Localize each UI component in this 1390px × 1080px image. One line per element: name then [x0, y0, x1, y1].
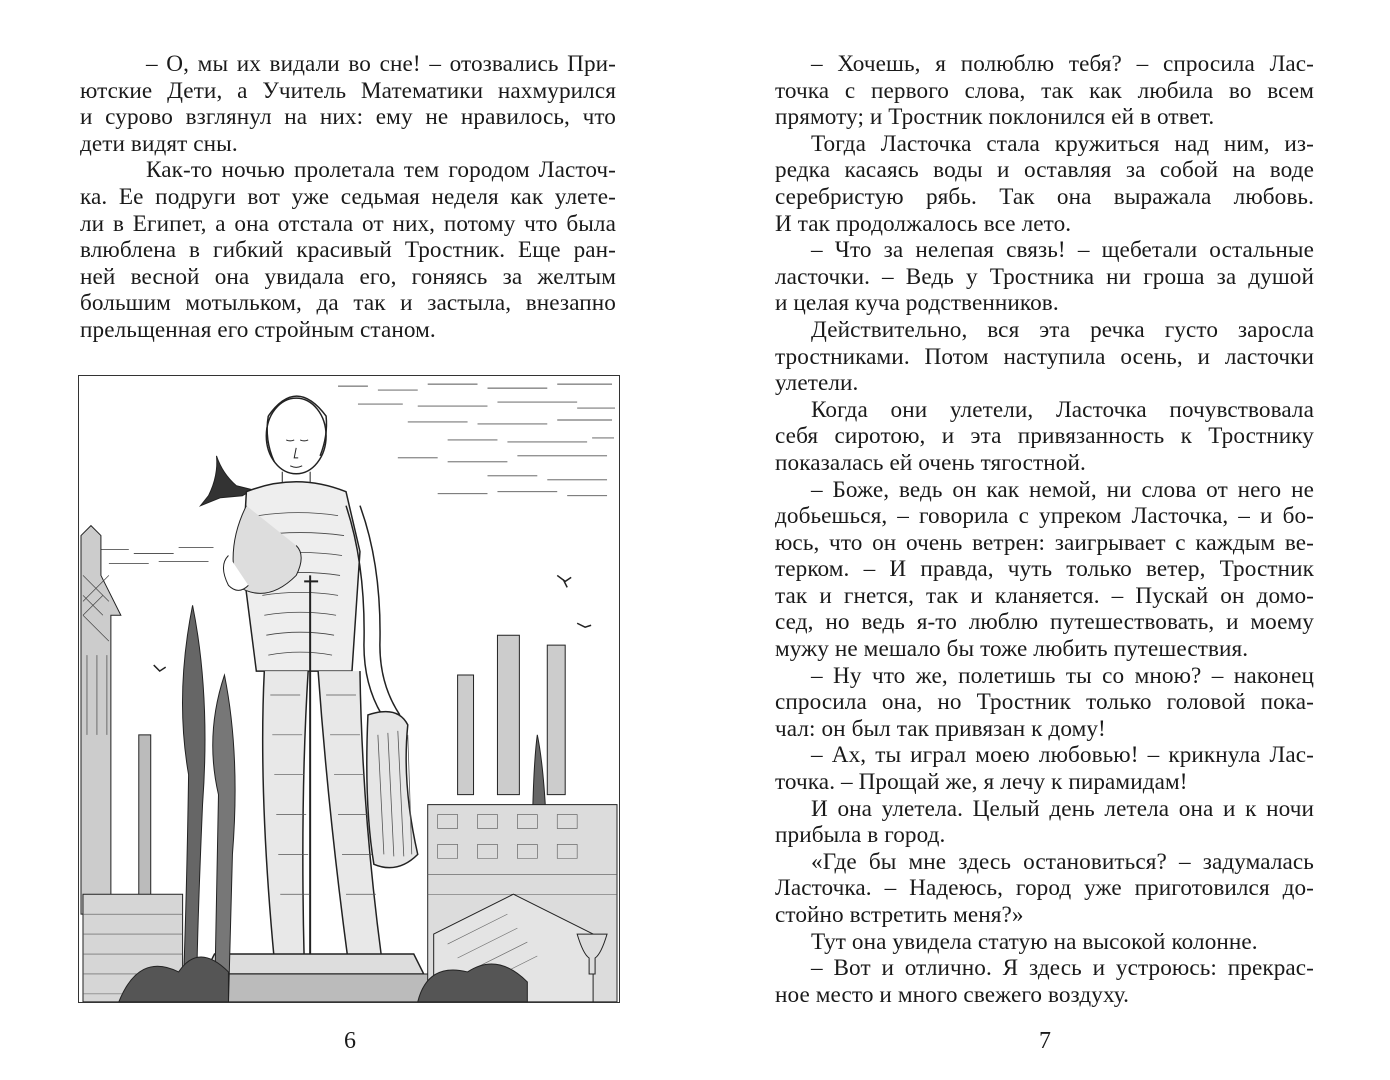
right-page-text [775, 51, 1314, 1008]
text-line: – Ах, ты играл моею любовью! – крикнула Лас- [811, 742, 1314, 769]
text-line: Как-то ночью пролетала тем городом Ласточ- [146, 157, 616, 184]
text-line: прибыла в город. [775, 822, 946, 849]
text-line: Тогда Ласточка стала кружиться над ним, из- [811, 130, 1314, 157]
text-line: сед, но ведь я-то люблю путешествовать, и моему [775, 609, 1314, 636]
text-line: стойно встретить меня?» [775, 902, 1024, 928]
text-line: ли в Египет, а она отстала от них, потому что была [80, 210, 616, 237]
text-line: редка касаясь воды и оставляя за собой на воде [775, 157, 1314, 184]
text-line: ласточки. – Ведь у Тростника ни гроша за душой [775, 263, 1314, 290]
text-line: терком. – И правда, чуть только ветер, Тростник [775, 556, 1314, 583]
text-line: спросила она, но Тростник только головой пока- [775, 689, 1314, 716]
text-line: точка с первого слова, так как любила во всем [775, 77, 1314, 104]
text-line: ней весной она увидала его, гоняясь за желтым [80, 263, 616, 290]
text-line: и сурово взглянул на них: ему не нравилось, что [80, 104, 616, 131]
text-line: так и гнется, так и кланяется. – Пускай он домо- [775, 582, 1314, 609]
illustration-statue [78, 375, 620, 1003]
text-line: Действительно, вся эта речка густо заросла [811, 316, 1314, 343]
text-line: ютские Дети, а Учитель Математики нахмурился [80, 77, 616, 104]
text-line: показалась ей очень тягостной. [775, 449, 1086, 476]
text-line: тростниками. Потом наступила осень, и ласточки [775, 343, 1314, 370]
text-line: улетели. [775, 370, 859, 397]
page-number: 6 [344, 1028, 356, 1054]
text-line: мужу не мешало бы тоже любить путешествия. [775, 636, 1249, 663]
text-line: – Хочешь, я полюблю тебя? – спросила Лас- [811, 51, 1314, 77]
text-line: Ласточка. – Надеюсь, город уже приготовился до- [775, 875, 1314, 902]
text-line: и целая куча родственников. [775, 290, 1059, 317]
text-line: себя сиротою, и эта привязанность к Тростнику [775, 423, 1314, 450]
text-line: – Вот и отлично. Я здесь и устроюсь: прекрас- [811, 955, 1314, 982]
left-page-text [80, 51, 616, 344]
text-line: юсь, что он очень ветрен: заигрывает с каждым ве- [775, 529, 1314, 556]
text-line: точка. – Прощай же, я лечу к пирамидам! [775, 769, 1188, 796]
text-line: большим мотыльком, да так и застыла, внезапно [80, 290, 616, 317]
text-line: прельщенная его стройным станом. [80, 316, 436, 343]
text-line: – О, мы их видали во сне! – отозвались При- [146, 51, 616, 77]
text-line: прямоту; и Тростник поклонился ей в ответ. [775, 104, 1215, 131]
text-line: И так продолжалось все лето. [775, 210, 1072, 237]
statue-engraving-icon [79, 376, 619, 1002]
text-line: – Боже, ведь он как немой, ни слова от него не [811, 476, 1314, 503]
text-line: добьешься, – говорила с упреком Ласточка, – и бо- [775, 503, 1314, 530]
text-line: «Где бы мне здесь остановиться? – задумалась [811, 848, 1314, 875]
right-page [695, 0, 1390, 1080]
text-line: чал: он был так привязан к дому! [775, 715, 1106, 742]
text-line: влюблена в гибкий красивый Тростник. Еще ран- [80, 237, 616, 264]
text-line: серебристую рябь. Так она выражала любовь. [775, 183, 1314, 210]
text-line: – Ну что же, полетишь ты со мною? – наконец [811, 662, 1314, 689]
text-line: Тут она увидела статую на высокой колонне. [811, 928, 1258, 955]
text-line: дети видят сны. [80, 130, 238, 157]
text-line: – Что за нелепая связь! – щебетали остальные [811, 237, 1314, 264]
text-line: Когда они улетели, Ласточка почувствовала [811, 396, 1314, 423]
page-number: 7 [1039, 1028, 1051, 1054]
text-line: И она улетела. Целый день летела она и к ночи [811, 795, 1314, 822]
text-line: ное место и много свежего воздуху. [775, 981, 1130, 1008]
text-line: ка. Ее подруги вот уже седьмая неделя как улете- [80, 183, 616, 210]
